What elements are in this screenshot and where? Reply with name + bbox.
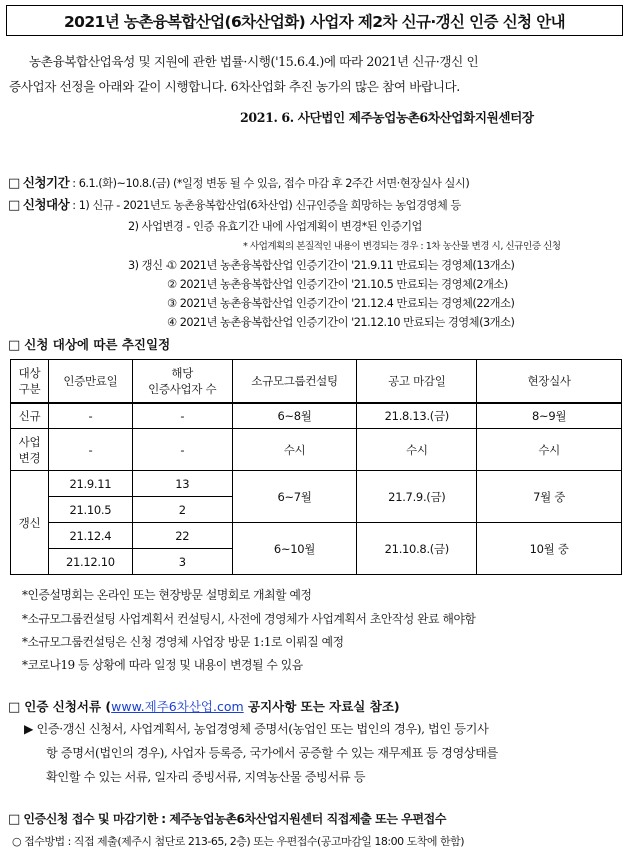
submission-method: 접수방법 : 직접 제출(제주시 첨단로 213-65, 2층) 또는 우편접수(공고마감일 18:00 도착에 한함) xyxy=(24,835,465,848)
header-inspect: 현장실사 xyxy=(477,360,622,403)
cell-renew-deadline-2: 21.10.8.(금) xyxy=(357,523,477,575)
schedule-title: 신청 대상에 따른 추진일정 xyxy=(24,337,171,352)
header-count: 해당 인증사업자 수 xyxy=(132,360,232,403)
cell-new-inspect: 8~9월 xyxy=(477,403,622,429)
header-consult: 소규모그룹컨설팅 xyxy=(232,360,357,403)
checkbox-icon: □ xyxy=(8,176,20,191)
documents-line-3: 확인할 수 있는 서류, 일자리 증빙서류, 지역농산물 증빙서류 등 xyxy=(46,770,366,784)
period-label: 신청기간 xyxy=(22,175,70,190)
target-row xyxy=(8,195,461,213)
cell-new-deadline: 21.8.13.(금) xyxy=(357,403,477,429)
renewal-item-3: ③ 2021년 농촌융복합산업 인증기간이 '21.12.4 만료되는 경영체(22개소) xyxy=(167,297,515,310)
checkbox-icon: □ xyxy=(8,812,20,827)
target-item-2-note: * 사업계획의 본질적인 내용이 변경되는 경우 : 1차 농산물 변경 시, 신규인증 신청 xyxy=(243,241,561,252)
note-1: *인증설명회는 온라인 또는 현장방문 설명회로 개최할 예정 xyxy=(22,588,312,602)
renewal-item-2: ② 2021년 농촌융복합산업 인증기간이 '21.10.5 만료되는 경영체(2개소) xyxy=(167,278,508,291)
submission-row xyxy=(8,810,446,827)
target-label: 신청대상 xyxy=(22,197,70,212)
note-4: *코로나19 등 상황에 따라 일정 및 내용이 변경될 수 있음 xyxy=(22,658,303,672)
checkbox-icon: □ xyxy=(8,338,21,353)
header-type: 대상 구분 xyxy=(11,360,49,403)
target-item-2: 2) 사업변경 - 인증 유효기간 내에 사업계획이 변경*된 인증기업 xyxy=(128,220,422,233)
cell-change-consult: 수시 xyxy=(232,429,357,471)
period-row xyxy=(8,173,469,191)
documents-title-row xyxy=(8,697,400,715)
cell-renew-count-3: 22 xyxy=(132,523,232,549)
table-header-row xyxy=(11,360,622,403)
intro-date-org: 2021. 6. 사단법인 제주농업농촌6차산업화지원센터장 xyxy=(240,110,534,125)
cell-renew-count-2: 2 xyxy=(132,497,232,523)
cell-renew-consult-2: 6~10월 xyxy=(232,523,357,575)
cell-renew-consult-1: 6~7월 xyxy=(232,471,357,523)
table-row-change xyxy=(11,429,622,471)
cell-change-expiry: - xyxy=(48,429,132,471)
schedule-title-row xyxy=(8,335,170,353)
cell-renew-deadline-1: 21.7.9.(금) xyxy=(357,471,477,523)
renewal-item-1: ① 2021년 농촌융복합산업 인증기간이 '21.9.11 만료되는 경영체(13개소) xyxy=(167,259,515,272)
cell-change-label: 사업 변경 xyxy=(11,429,49,471)
documents-label-post: 공지사항 또는 자료실 참조) xyxy=(243,699,400,714)
intro-line-2: 증사업자 선정을 아래와 같이 시행합니다. 6차산업화 추진 농가의 많은 참여 바랍니다. xyxy=(9,79,460,94)
cell-new-count: - xyxy=(132,403,232,429)
documents-line-1-row xyxy=(24,720,488,737)
submission-method-row xyxy=(12,833,464,849)
note-3: *소규모그룹컨설팅은 신청 경영체 사업장 방문 1:1로 이뤄질 예정 xyxy=(22,635,344,649)
table-row-renew-1 xyxy=(11,471,622,497)
period-text: : 6.1.(화)~10.8.(금) (*일정 변동 될 수 있음, 접수 마감 후 2주간 서면·현장실사 실시) xyxy=(72,177,470,190)
submission-label: 인증신청 접수 및 마감기한 xyxy=(23,812,158,826)
cell-renew-inspect-1: 7월 중 xyxy=(477,471,622,523)
cell-renew-count-1: 13 xyxy=(132,471,232,497)
submission-text: : 제주농업농촌6차산업지원센터 직접제출 또는 우편접수 xyxy=(161,812,447,826)
documents-label-pre: 인증 신청서류 ( xyxy=(24,699,112,714)
cell-renew-expiry-3: 21.12.4 xyxy=(48,523,132,549)
renewal-item-4: ④ 2021년 농촌융복합산업 인증기간이 '21.12.10 만료되는 경영체(3개소) xyxy=(167,316,515,329)
header-expiry: 인증만료일 xyxy=(48,360,132,403)
target-item-1: : 1) 신규 - 2021년도 농촌융복합산업(6차산업) 신규인증을 희망하는 농업경영체 등 xyxy=(72,199,461,212)
checkbox-icon: □ xyxy=(8,700,21,715)
target-item-3-head: 3) 갱신 - xyxy=(128,259,170,272)
schedule-table xyxy=(10,359,622,575)
cell-renew-label: 갱신 xyxy=(11,471,49,575)
documents-line-1: 인증·갱신 신청서, 사업계획서, 농업경영체 증명서(농업인 또는 법인의 경우), 법인 등기사 xyxy=(36,722,489,736)
cell-new-consult: 6~8월 xyxy=(232,403,357,429)
arrow-icon: ▶ xyxy=(24,722,33,736)
cell-change-count: - xyxy=(132,429,232,471)
documents-line-2: 항 증명서(법인의 경우), 사업자 등록증, 국가에서 공증할 수 있는 재무제표 등 경영상태를 xyxy=(46,746,498,760)
cell-renew-inspect-2: 10월 중 xyxy=(477,523,622,575)
circle-icon: ○ xyxy=(12,835,22,848)
table-row-renew-3 xyxy=(11,523,622,549)
cell-renew-expiry-2: 21.10.5 xyxy=(48,497,132,523)
cell-renew-count-4: 3 xyxy=(132,549,232,575)
cell-change-deadline: 수시 xyxy=(357,429,477,471)
header-deadline: 공고 마감일 xyxy=(357,360,477,403)
cell-change-inspect: 수시 xyxy=(477,429,622,471)
cell-new-label: 신규 xyxy=(11,403,49,429)
cell-renew-expiry-1: 21.9.11 xyxy=(48,471,132,497)
cell-renew-expiry-4: 21.12.10 xyxy=(48,549,132,575)
cell-new-expiry: - xyxy=(48,403,132,429)
note-2: *소규모그룹컨설팅 사업계획서 컨설팅시, 사전에 경영체가 사업계획서 초안작성 완료 해야함 xyxy=(22,612,476,626)
page-title: 2021년 농촌융복합산업(6차산업화) 사업자 제2차 신규·갱신 인증 신청 안내 xyxy=(6,5,623,36)
checkbox-icon: □ xyxy=(8,198,20,213)
table-row-new xyxy=(11,403,622,429)
intro-line-1: 농촌융복합산업육성 및 지원에 관한 법률·시행('15.6.4.)에 따라 2021년 신규·갱신 인 xyxy=(29,54,479,69)
website-link[interactable]: www.제주6차산업.com xyxy=(111,699,244,714)
